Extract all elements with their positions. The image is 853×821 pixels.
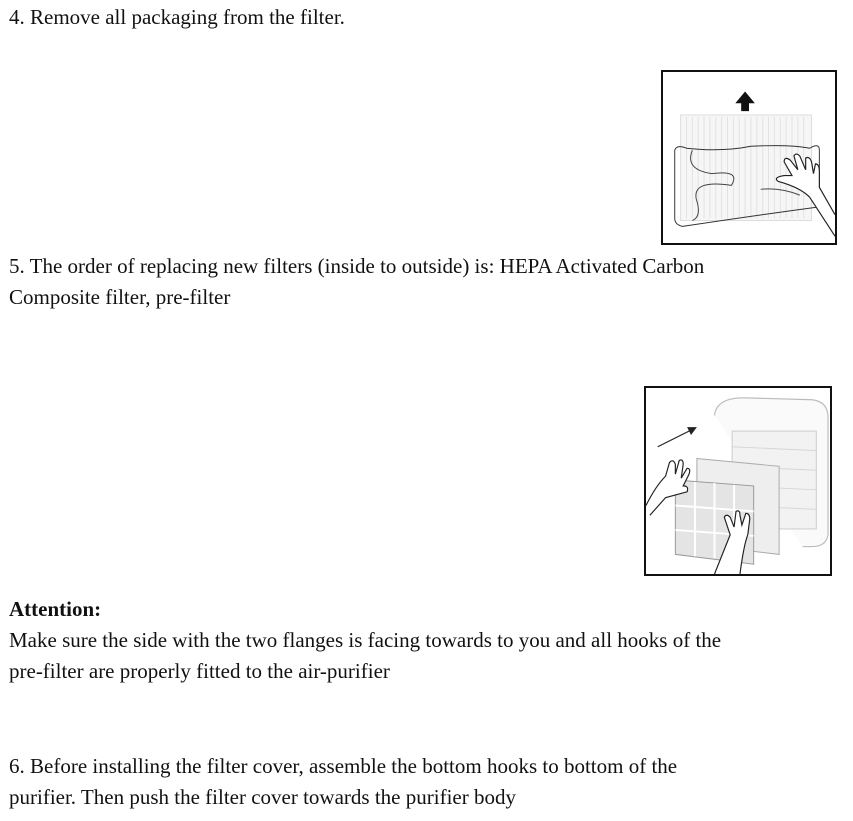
diagonal-arrow-icon [658,427,697,447]
step-6-line-1: 6. Before installing the filter cover, assemble the bottom hooks to bottom of the [9,754,678,778]
filter-packaging-drawing [663,72,835,243]
remove-packaging-illustration [661,70,837,245]
step-5-line-1: 5. The order of replacing new filters (inside to outside) is: HEPA Activated Carbon [9,254,705,278]
step-5-line-2: Composite filter, pre-filter [9,285,231,309]
attention-line-1: Make sure the side with the two flanges is facing towards to you and all hooks of the [9,628,722,652]
insert-filters-illustration [644,386,832,576]
step-4-text: 4. Remove all packaging from the filter. [9,5,345,29]
attention-heading: Attention: [9,597,102,621]
up-arrow-icon [735,92,755,112]
step-6-line-2: purifier. Then push the filter cover towards the purifier body [9,785,516,809]
filter-insertion-drawing [646,388,830,574]
attention-line-2: pre-filter are properly fitted to the air-purifier [9,659,390,683]
